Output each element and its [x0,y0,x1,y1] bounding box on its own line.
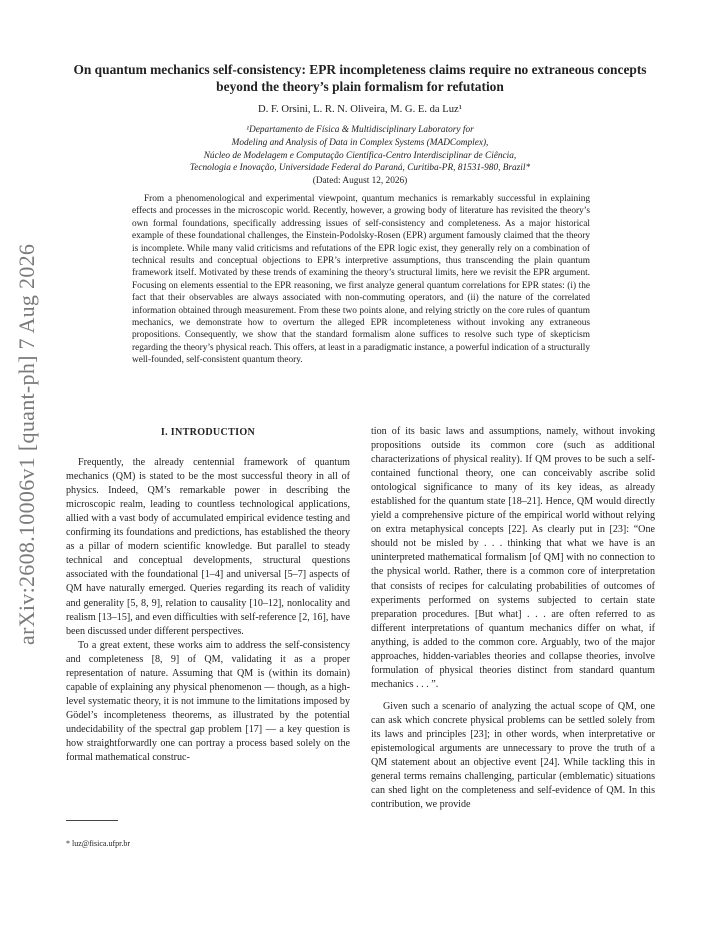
affiliation-line: ¹Departamento de Física & Multidisciplinary Laboratory for [246,125,474,135]
footnote-email: * luz@fisica.ufpr.br [66,839,131,848]
section-heading: I. INTRODUCTION [160,427,256,438]
author-list: D. F. Orsini, L. R. N. Oliveira, M. G. E. da Luz¹ [258,104,462,115]
date-line: (Dated: August 12, 2026) [312,176,408,187]
affiliation-line: Modeling and Analysis of Data in Complex Systems (MADComplex), [231,137,489,148]
body-paragraph: Frequently, the already centennial framework of quantum mechanics (QM) is stated to be the most successful theory in all of physics. Indeed, QM’s remarkable power in describing the microscopic realm, leading to countless technological applications, allied with a vast body of accumulated empirical evidence testing and confirming its foundations and predictions, has established the theory as a pillar of modern scientific knowledge. But parallel to steady technical and conceptual developments, structural questions associated with the foundational [1–4] and universal [5–7] aspects of QM have naturally emerged. Queries regarding its reach of validity and generality [5, 8, 9], relation to causality [10–12], nonlocality and realism [13–15], and even difficulties with self-reference [2, 16], have been discussed under different perspectives. [66,457,350,637]
right-column [371,425,655,812]
arxiv-identifier: arXiv:2608.10006v1 [quant-ph] 7 Aug 2026 [14,243,39,645]
affiliation-line: Tecnologia e Inovação, Universidade Federal do Paraná, Curitiba-PR, 81531-980, Brazil* [189,163,531,174]
body-paragraph: Given such a scenario of analyzing the actual scope of QM, one can ask which concrete physical problems can be settled solely from its laws and principles [23]; in other words, when interpretative or epistemological arguments are unnecessary to prove the truth of a QM statement about an objective event [24]. While tackling this in general terms remains challenging, particular (emblematic) situations can shed light on the completeness and self-evidence of QM. In this contribution, we provide [371,700,655,811]
affiliation-block [70,124,650,188]
footnote-divider [66,820,118,821]
body-paragraph: To a great extent, these works aim to address the self-consistency and completeness [8, 9] of QM, validating it as a proper representation of nature. Assuming that QM is (within its domain) capable of explaining any physical phenomenon — though, as a high-level systematic theory, it is not immune to the limitations imposed by Gödel’s incompleteness theorems, as illustrated by the potential undecidability of the spectral gap problem [17] — a key question is how straightforwardly one can portray a process based solely on the formal mathematical construc- [66,639,350,764]
affiliation-line: Núcleo de Modelagem e Computação Científica-Centro Interdisciplinar de Ciência, [203,150,517,161]
body-paragraph: tion of its basic laws and assumptions, namely, without invoking propositions outside its common core (such as additional characterizations of physical reality). If QM proves to be such a self-contained functional theory, one can conceivably ascribe solid ontological significance to many of its key ideas, as already established for the quantum state [18–21]. Hence, QM would directly yield a comprehensive picture of the empirical world without relying on extra metaphysical concepts [22]. As clearly put in [23]: “One should not be misled by . . . thinking that what we have is an uninterpreted mathematical formalism [of QM] with no connection to the physical world. Rather, there is a common core of interpretation that consists of recipes for calculating probabilities of outcomes of experiments performed on systems subjected to certain state preparation procedures. [But what] . . . are often referred to as different interpretations of quantum mechanics differ on what, if anything, is added to the common core. Arguably, two of the major approaches, hidden-variables theories and collapse theories, involve formulation of physical theories distinct from standard quantum mechanics . . . ”. [371,426,655,690]
left-column [66,426,350,765]
abstract: From a phenomenological and experimental viewpoint, quantum mechanics is remarkably successful in explaining effects and processes in the microscopic world. Recently, however, a growing body of literature has revisited the theory’s own formal foundations, specifically addressing issues of self-consistency and completeness. As a major historical example of these foundational challenges, the Einstein-Podolsky-Rosen (EPR) argument famously claimed that the theory is incomplete. While many valid criticisms and refutations of the EPR logic exist, they generally rely on a combination of technical results and conceptual objections to EPR’s interpretive assumptions, thus transcending the plain quantum framework itself. Motivated by these trends of examining the theory’s structural limits, here we revisit the EPR argument. Focusing on elements essential to the EPR reasoning, we first analyze general quantum correlations for EPR states: (i) the fact that their observables are always associated with non-commuting operators, and (ii) the nature of the correlated information obtained through measurement. From these two points alone, and relying strictly on the core rules of quantum mechanics, we demonstrate how to overturn the alleged EPR incompleteness without invoking any extraneous propositions. Consequently, we show that the standard formalism alone suffices to resolve such type of skepticism regarding the theory’s physical reach. This offers, at least in a paradigmatic instance, a powerful indication of a structurally well-founded, self-consistent quantum theory. [132,194,590,366]
paper-title: On quantum mechanics self-consistency: EPR incompleteness claims require no extraneous concepts beyond the theory’s plain formalism for refutation [73,62,647,94]
